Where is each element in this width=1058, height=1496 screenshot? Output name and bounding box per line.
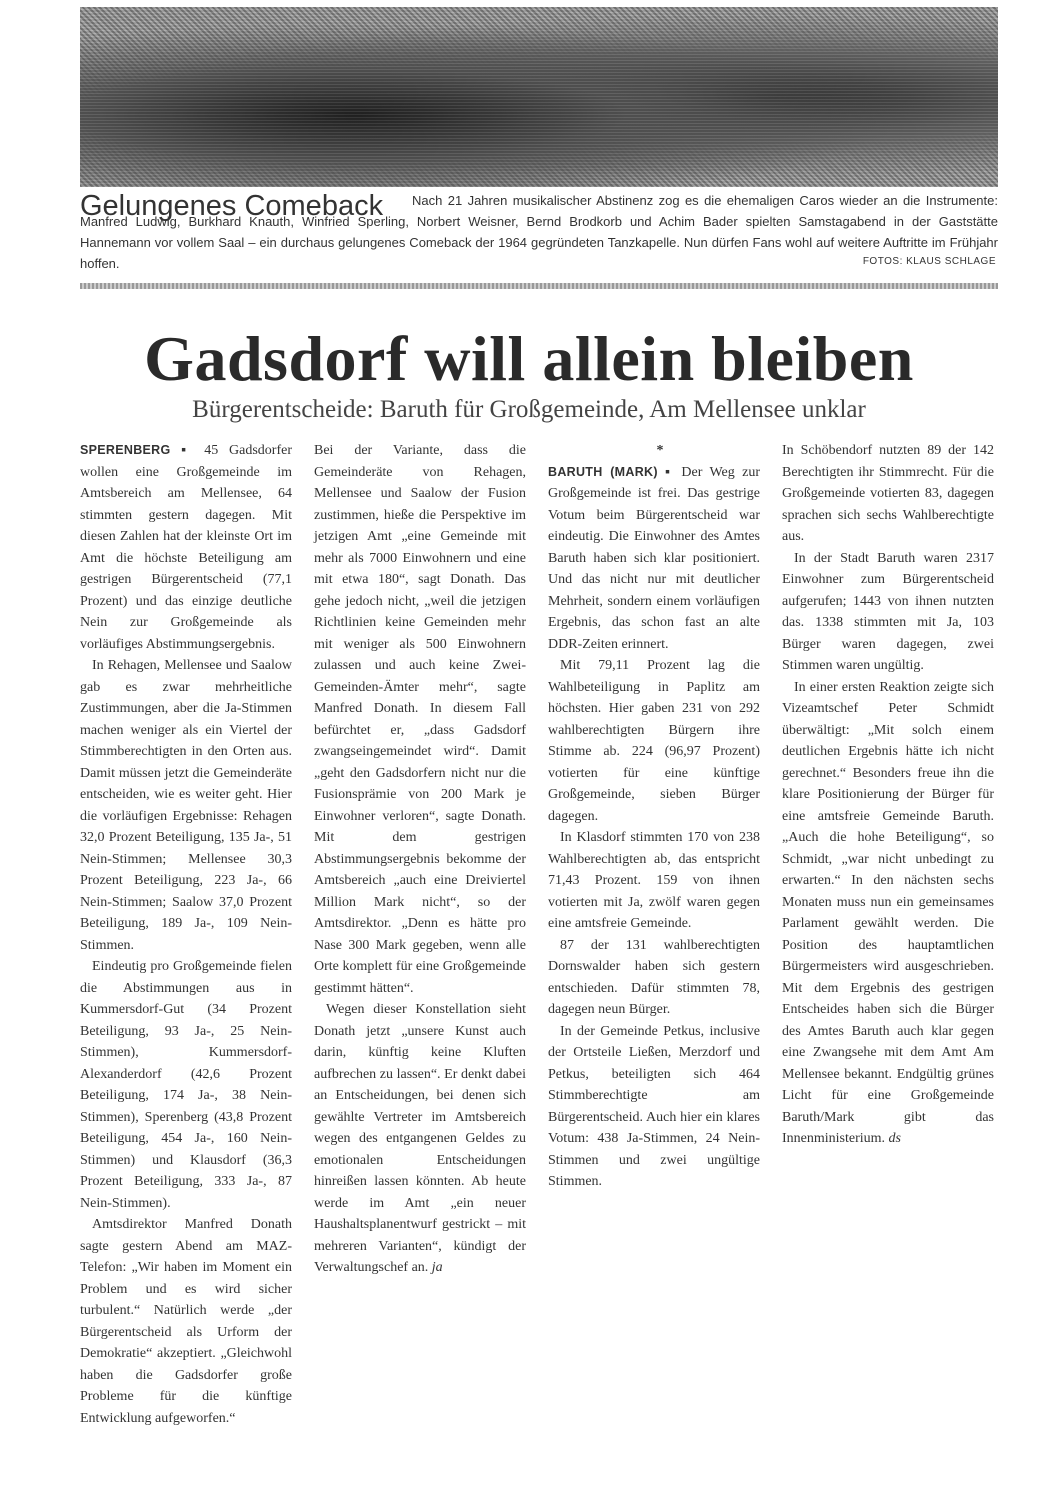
article1-signature: ja (431, 1260, 443, 1275)
section-divider (80, 283, 998, 289)
article2-paragraph-8: In einer ersten Reaktion zeigte sich Vizeamtschef Peter Schmidt überwältigt: „Mit solch einem deutlichen Ergebnis hätte ich nicht gerechnet.“ Besonders freue ihn die klare Positionierung der Bürger für eine amtsfreie Gemeinde Baruth. „Auch die hohe Beteiligung“, so Schmidt, „war nicht unbedingt zu erwarten.“ In den nächsten sechs Monaten muss nun ein gemeinsames Parlament gewählt werden. Die Position des hauptamtlichen Bürgermeisters wird ausgeschrieben. Mit dem Ergebnis des gestrigen Entscheides haben sich die Bürger des Amtes Baruth auch klar gegen eine Zwangsehe mit dem Amt Am Mellensee bekannt. Endgültig grünes Licht für eine Großgemeinde Baruth/Mark gibt das Innenministerium. ds (782, 679, 994, 1146)
article1-paragraph-2: In Rehagen, Mellensee und Saalow gab es zwar mehrheitliche Zustimmungen, aber die Ja-Stimmen machen weniger als ein Viertel der Stimmberechtigten in den Orten aus. Damit müssen jetzt die Gemeinderäte entscheiden, wie es weiter geht. Hier die vorläufigen Ergebnisse: Rehagen 32,0 Prozent Beteiligung, 135 Ja-, 51 Nein-Stimmen; Mellensee 30,3 Prozent Beteiligung, 223 Ja-, 66 Nein-Stimmen; Saalow 37,0 Prozent Beteiligung, 189 Ja-, 109 Nein-Stimmen. (80, 658, 292, 953)
article-separator: * (656, 443, 664, 458)
article-column-3 (548, 440, 760, 1260)
headline: Gadsdorf will allein bleiben (144, 323, 914, 394)
article2-signature: ds (888, 1131, 901, 1146)
article2-paragraph-6: In Schöbendorf nutzten 89 der 142 Berechtigten ihr Stimmrecht. Für die Großgemeinde votierten 83, dagegen sprachen sich sechs Wahlberechtigte aus. (782, 443, 994, 544)
article2-paragraph-5: In der Gemeinde Petkus, inclusive der Ortsteile Ließen, Merzdorf und Petkus, beteiligten sich 464 Stimmberechtigte am Bürgerentscheid. Auch hier ein klares Votum: 438 Ja-Stimmen, 24 Nein-Stimmen und zwei ungültige Stimmen. (548, 1023, 760, 1189)
article1-paragraph-5: Bei der Variante, dass die Gemeinderäte von Rehagen, Mellensee und Saalow der Fusion zustimmen, hieße die Perspektive im jetzigen Amt „eine Gemeinde mit mehr als 7000 Einwohnern und eine mit etwa 180“, sagt Donath. Das gehe jedoch nicht, „weil die jetzigen Richtlinien keine Gemeinden mehr mit weniger als 500 Einwohnern zulassen und auch keine Zwei-Gemeinden-Ämter mehr“, sagte Manfred Donath. In diesem Fall befürchtet er, „dass Gadsdorf zwangseingemeindet wird“. Damit „geht den Gadsdorfern nicht nur die Fusionsprämie von 200 Mark je Einwohner verloren“, sagte Donath. Mit dem gestrigen Abstimmungsergebnis bekomme der Amtsbereich „auch eine Dreiviertel Million Mark nicht“, so der Amtsdirektor. „Denn es hätte pro Nase 300 Mark gegeben, wenn alle Orte komplett für eine Großgemeinde gestimmt hätten“. (314, 443, 526, 996)
article-column-1 (80, 440, 292, 1426)
article2-paragraph-3: In Klasdorf stimmten 170 von 238 Wahlberechtigten ab, das entspricht 71,43 Prozent. 159 von ihnen votierten mit Ja, zwölf waren gegen eine amtsfreie Gemeinde. (548, 830, 760, 931)
article2-dateline: BARUTH (MARK) (548, 464, 658, 479)
band-photo (80, 7, 998, 187)
article1-paragraph-3: Eindeutig pro Großgemeinde fielen die Abstimmungen aus in Kummersdorf-Gut (34 Prozent Beteiligung, 93 Ja-, 25 Nein-Stimmen), Kummersdorf-Alexanderdorf (42,6 Prozent Beteiligung, 174 Ja-, 38 Nein-Stimmen), Sperenberg (43,8 Prozent Beteiligung, 454 Ja-, 160 Nein-Stimmen) und Klausdorf (36,3 Prozent Beteiligung, 333 Ja-, 87 Nein-Stimmen). (80, 959, 292, 1211)
caption-title: Gelungenes Comeback (80, 190, 384, 222)
article-column-4 (782, 440, 994, 1260)
article2-paragraph-7: In der Stadt Baruth waren 2317 Einwohner zum Bürgerentscheid aufgerufen; 1443 von ihnen nutzten das. 1338 stimmten mit Ja, 103 Bürger waren dagegen, zwei Stimmen waren ungültig. (782, 550, 994, 673)
article2-paragraph-2: Mit 79,11 Prozent lag die Wahlbeteiligung in Paplitz am höchsten. Hier gaben 231 von 292 wahlberechtigten Bürgern ihre Stimme ab. 224 (96,97 Prozent) votierten für eine künftige Großgemeinde, sieben Bürger dagegen. (548, 658, 760, 824)
subheadline: Bürgerentscheide: Baruth für Großgemeinde, Am Mellensee unklar (192, 396, 866, 423)
article2-paragraph-1: BARUTH (MARK) ▪ Der Weg zur Großgemeinde ist frei. Das gestrige Votum beim Bürgerentscheid war eindeutig. Die Einwohner des Amtes Baruth haben sich klar positioniert. Und das nicht nur mit deutlicher Mehrheit, sondern einem vorläufigen Ergebnis, das schon fast an alte DDR-Zeiten erinnert. (548, 464, 761, 652)
article2-paragraph-4: 87 der 131 wahlberechtigten Dornswalder haben sich gestern entschieden. Dafür stimmten 78, dagegen neun Bürger. (548, 937, 760, 1017)
article1-paragraph-6: Wegen dieser Konstellation sieht Donath jetzt „unsere Kunst auch darin, künftig keine Kluften aufbrechen zu lassen“. Er denkt dabei an Entscheidungen, bei denen sich gewählte Vertreter im Amtsbereich wegen des entgangenen Geldes zu emotionalen Entscheidungen hinreißen lassen könnten. Ab heute werde im Amt „ein neuer Haushaltsplanentwurf gestrickt – mit mehreren Varianten“, kündigt der Verwaltungschef an. ja (314, 1002, 526, 1275)
photo-caption (80, 190, 998, 270)
article1-paragraph-1: SPERENBERG ▪ 45 Gadsdorfer wollen eine Großgemeinde im Amtsbereich am Mellensee, 64 stimmten gestern dagegen. Mit diesen Zahlen hat der kleinste Ort im Amt die höchste Beteiligung am gestrigen Bürgerentscheid (77,1 Prozent) und das einzige deutliche Nein zur Großgemeinde als vorläufiges Abstimmungsergebnis. (80, 443, 292, 652)
caption-text: Nach 21 Jahren musikalischer Abstinenz zog es die ehemaligen Caros wieder an die Instrumente: Manfred Ludwig, Burkhard Knauth, Winfried Sperling, Norbert Weisner, Bernd Brodkorb und Achim Bader spielten Samstagabend in der Gaststätte Hannemann vor vollem Saal – ein durchaus gelungenes Comeback der 1964 gegründeten Tanzkapelle. Nun dürfen Fans wohl auf weitere Auftritte im Frühjahr hoffen. (80, 193, 998, 271)
article1-paragraph-4: Amtsdirektor Manfred Donath sagte gestern Abend am MAZ-Telefon: „Wir haben im Moment ein Problem und es wird sicher turbulent.“ Natürlich werde „der Bürgerentscheid als Urform der Demokratie“ akzeptiert. „Gleichwohl haben die Gadsdorfer große Probleme für die künftige Entwicklung aufgeworfen.“ (80, 1217, 292, 1426)
article1-dateline: SPERENBERG (80, 443, 171, 457)
photo-credit: FOTOS: KLAUS SCHLAGE (862, 256, 996, 267)
article-column-2 (314, 440, 526, 1275)
